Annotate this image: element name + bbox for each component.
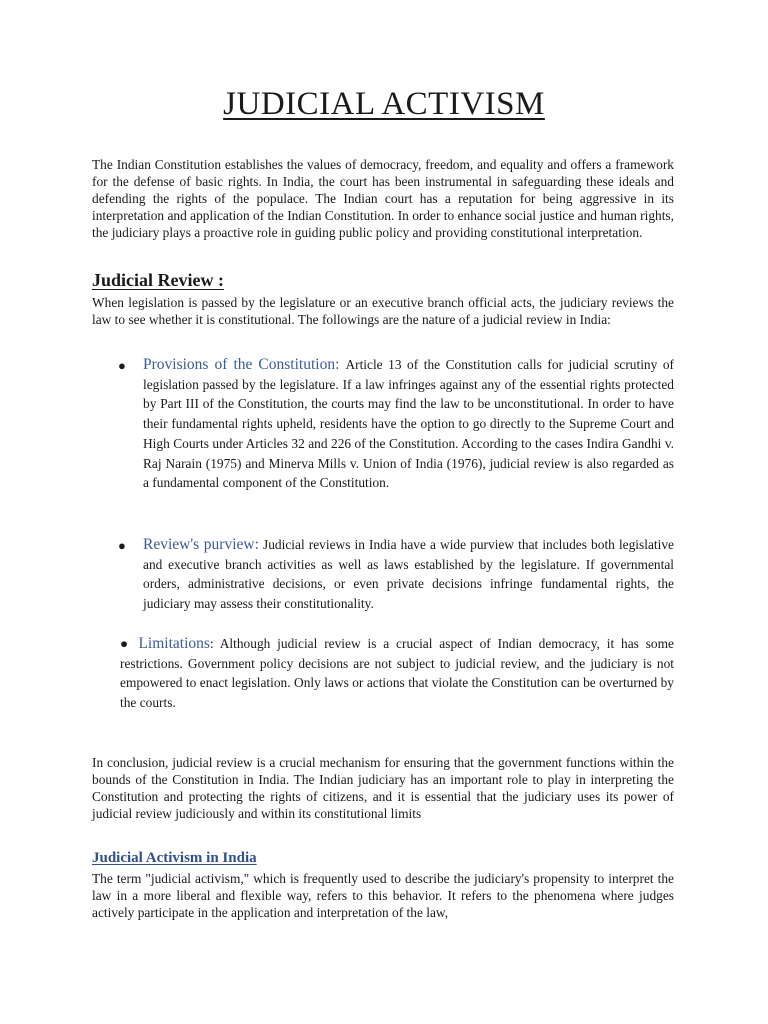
- bullet-limitations-text: Although judicial review is a crucial aspect of Indian democracy, it has some restrictions. Government policy decisions are not subject to judicial review, and the judiciary is not empowered to enact legislation. Only laws or actions that violate the Constitution can be overturned by the courts.: [120, 636, 674, 711]
- judicial-activism-india-heading: Judicial Activism in India: [92, 850, 257, 866]
- bullet-provisions-lead: Provisions of the Constitution: [143, 356, 336, 373]
- bullet-provisions: [143, 355, 674, 493]
- bullet-purview-lead: Review's purview:: [143, 536, 259, 553]
- bullet-limitations-lead: Limitations: [138, 635, 210, 652]
- conclusion-paragraph: In conclusion, judicial review is a crucial mechanism for ensuring that the government functions within the bounds of the Constitution in India. The Indian judiciary has an important role to play in interpreting the Constitution and protecting the rights of citizens, and it is essential that the judiciary uses its power of judicial review judiciously and within its constitutional limits: [92, 755, 674, 821]
- page-title: JUDICIAL ACTIVISM: [223, 86, 545, 122]
- bullet-icon: ●: [118, 358, 126, 373]
- bullet-purview: [143, 535, 674, 614]
- judicial-review-heading: Judicial Review :: [92, 270, 224, 290]
- judicial-review-intro: When legislation is passed by the legislature or an executive branch official acts, the judiciary reviews the law to see whether it is constitutional. The followings are the nature of a judicial review in India:: [92, 295, 674, 327]
- bullet-icon: ●: [118, 538, 126, 553]
- bullet-icon: ●: [120, 636, 132, 651]
- bullet-limitations-separator: :: [209, 636, 220, 651]
- bullet-purview-text: Judicial reviews in India have a wide purview that includes both legislative and executive branch activities as well as laws established by the legislature. If governmental orders, administrative decisions, or even private decisions infringe fundamental rights, the judiciary may assess their constitutionality.: [143, 537, 674, 612]
- bullet-limitations: [120, 634, 674, 713]
- intro-paragraph: The Indian Constitution establishes the values of democracy, freedom, and equality and offers a framework for the defense of basic rights. In India, the court has been instrumental in safeguarding these ideals and defending the rights of the populace. The Indian court has a reputation for being aggressive in its interpretation and application of the Indian Constitution. In order to enhance social justice and human rights, the judiciary plays a proactive role in guiding public policy and providing constitutional interpretation.: [92, 157, 674, 240]
- bullet-provisions-separator: :: [335, 356, 346, 373]
- bullet-provisions-text: Article 13 of the Constitution calls for judicial scrutiny of legislation passed by the legislature. If a law infringes against any of the essential rights protected by Part III of the Constitution, the courts may find the law to be unconstitutional. In order to have their fundamental rights upheld, residents have the option to go directly to the Supreme Court and High Courts under Articles 32 and 226 of the Constitution. According to the cases Indira Gandhi v. Raj Narain (1975) and Minerva Mills v. Union of India (1976), judicial review is also regarded as a fundamental component of the Constitution.: [143, 357, 674, 491]
- judicial-activism-india-paragraph: The term "judicial activism," which is frequently used to describe the judiciary's propensity to interpret the law in a more liberal and flexible way, refers to this behavior. It refers to the phenomena where judges actively participate in the application and interpretation of the law,: [92, 871, 674, 920]
